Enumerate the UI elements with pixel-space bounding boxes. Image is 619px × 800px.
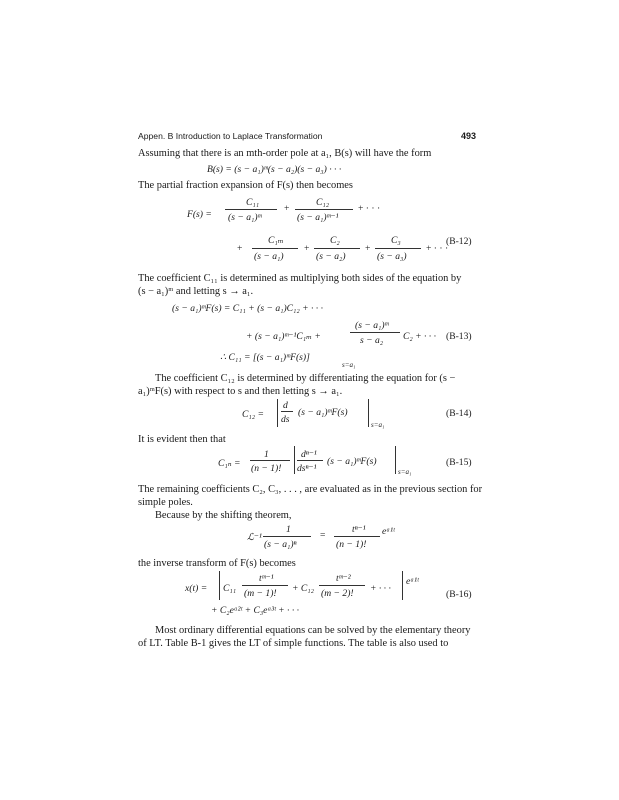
running-title: Appen. B Introduction to Laplace Transformation: [138, 131, 323, 141]
fraction-bar: [242, 585, 288, 586]
bracket: [368, 399, 369, 427]
equation-b12-numerator: C₁₁: [246, 197, 260, 208]
equation-b12-operator: +: [284, 203, 290, 214]
equation-b13-line2a: + (s − a₁)ᵐ⁻¹C₁ₘ +: [246, 331, 321, 342]
fraction-bar: [350, 332, 400, 333]
equation-c11: ∴ C₁₁ = [(s − a₁)ᵐF(s)]: [220, 352, 310, 363]
equation-b15-body: (s − a₁)ᵐF(s): [327, 456, 377, 467]
equation-b12-tail: + · · ·: [358, 203, 381, 214]
equation-number: (B-13): [446, 331, 472, 342]
equation-b16-c12: + C₁₂: [292, 583, 314, 594]
equation-number: (B-15): [446, 457, 472, 468]
equation-b16-c11: C₁₁: [223, 583, 237, 594]
equation-b12-denominator: (s − a₁)ᵐ: [228, 212, 262, 223]
equation-b14-d: d: [283, 400, 288, 411]
equation-shift-rnum: tⁿ⁻¹: [352, 524, 366, 535]
fraction-bar: [297, 460, 323, 461]
equation-b12-lhs: F(s) =: [187, 209, 212, 220]
fraction-bar: [334, 536, 380, 537]
paragraph-text: The coefficient C₁₂ is determined by differentiating the equation for (s −: [155, 373, 456, 384]
equation-shift-eq: =: [320, 530, 326, 541]
equation-b12-numerator: C₂: [330, 235, 340, 246]
paragraph-text: (s − a₁)ᵐ and letting s → a₁.: [138, 286, 254, 297]
page-number: 493: [461, 131, 477, 141]
equation-b14-body: (s − a₁)ᵐF(s): [298, 407, 348, 418]
equation-shift-lhs: ℒ⁻¹: [247, 532, 262, 543]
equation-b15-dd-den: dsⁿ⁻¹: [297, 463, 317, 474]
equation-shift-exp: eᵃ¹ᵗ: [382, 526, 395, 537]
equation-b16-num2: tᵐ⁻²: [336, 573, 351, 584]
fraction-bar: [375, 248, 421, 249]
equation-shift-num: 1: [286, 524, 291, 535]
paragraph-text: It is evident then that: [138, 434, 226, 445]
paragraph-text: Assuming that there is an mth-order pole at a₁, B(s) will have the form: [138, 148, 432, 159]
paragraph-text: The remaining coefficients C₂, C₃, . . . , are evaluated as in the previous section for: [138, 484, 483, 495]
bracket: [294, 446, 295, 474]
equation-shift-den: (s − a₁)ⁿ: [264, 539, 297, 550]
equation-b15-num: 1: [264, 449, 269, 460]
equation-b12-denominator: (s − a₂): [316, 251, 346, 262]
equation-b14-ds: ds: [281, 414, 290, 425]
equation-number: (B-12): [446, 236, 472, 247]
equation-b15-lhs: C₁ₙ =: [218, 458, 241, 469]
equation-b15-den: (n − 1)!: [251, 463, 282, 474]
fraction-bar: [314, 248, 360, 249]
equation-b12-operator: +: [304, 243, 310, 254]
equation-b16-num1: tᵐ⁻¹: [259, 573, 274, 584]
equation-b12-denominator: (s − a₃): [377, 251, 407, 262]
equation-b13-fraction-num: (s − a₁)ᵐ: [355, 320, 389, 331]
bracket: [219, 571, 220, 600]
equation-c11-subscript: s=a₁: [342, 361, 356, 369]
paragraph-text: the inverse transform of F(s) becomes: [138, 558, 296, 569]
bracket: [402, 571, 403, 600]
fraction-bar: [281, 411, 293, 412]
equation-b16-den1: (m − 1)!: [244, 588, 277, 599]
bracket: [395, 446, 396, 474]
equation-b12-operator: +: [237, 243, 243, 254]
paragraph-text: The partial fraction expansion of F(s) then becomes: [138, 180, 353, 191]
equation-b16-tail: + · · ·: [370, 583, 391, 594]
fraction-bar: [263, 536, 311, 537]
equation-b12-numerator: C₃: [391, 235, 401, 246]
paragraph-text: a₁)ᵐF(s) with respect to s and then letting s → a₁.: [138, 386, 343, 397]
paragraph-text: Most ordinary differential equations can be solved by the elementary theory: [155, 625, 471, 636]
equation-shift-rden: (n − 1)!: [336, 539, 367, 550]
equation-b12-denominator: (s − a₁)ᵐ⁻¹: [297, 212, 339, 223]
equation-b12-operator: +: [365, 243, 371, 254]
equation-b16-lhs: x(t) =: [185, 583, 208, 594]
equation-b16-line2: + C₂eᵃ²ᵗ + C₃eᵃ³ᵗ + · · ·: [211, 605, 300, 616]
paragraph-text: of LT. Table B-1 gives the LT of simple functions. The table is also used to: [138, 638, 449, 649]
equation-b13-line2b: C₂ + · · ·: [403, 331, 436, 342]
equation-b16-den2: (m − 2)!: [321, 588, 354, 599]
fraction-bar: [252, 248, 298, 249]
equation-b13-fraction-den: s − a₂: [360, 335, 384, 346]
fraction-bar: [225, 209, 277, 210]
bracket: [277, 399, 278, 427]
equation-b14-subscript: s=a₁: [371, 421, 385, 429]
fraction-bar: [319, 585, 365, 586]
equation-b-form: B(s) = (s − a₁)ᵐ(s − a₂)(s − a₃) · · ·: [207, 164, 342, 175]
equation-b13-line1: (s − a₁)ᵐF(s) = C₁₁ + (s − a₁)C₁₂ + · · ·: [172, 303, 323, 314]
paragraph-text: Because by the shifting theorem,: [155, 510, 292, 521]
equation-b12-numerator: C₁ₘ: [268, 235, 284, 246]
equation-b12-numerator: C₁₂: [316, 197, 330, 208]
fraction-bar: [250, 460, 290, 461]
equation-number: (B-16): [446, 589, 472, 600]
fraction-bar: [295, 209, 353, 210]
paragraph-text: simple poles.: [138, 497, 193, 508]
equation-b15-dd-num: dⁿ⁻¹: [301, 449, 317, 460]
equation-b16-exp: eᵃ¹ᵗ: [406, 576, 419, 587]
equation-b12-tail: + · · ·: [426, 243, 449, 254]
equation-b15-subscript: s=a₁: [398, 468, 412, 476]
equation-b14-lhs: C₁₂ =: [242, 409, 264, 420]
paragraph-text: The coefficient C₁₁ is determined as multiplying both sides of the equation by: [138, 273, 462, 284]
equation-number: (B-14): [446, 408, 472, 419]
equation-b12-denominator: (s − a₁): [254, 251, 284, 262]
